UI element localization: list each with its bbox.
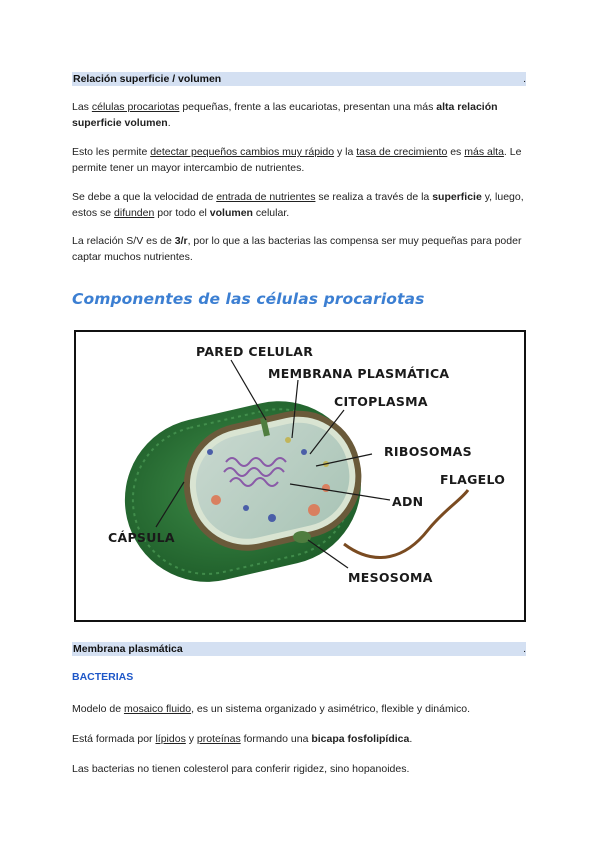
text: pequeñas, frente a las eucariotas, presentan una más [179, 101, 437, 113]
text: . [167, 117, 171, 129]
underlined-term: células procariotas [91, 101, 180, 113]
text: por todo el [154, 207, 210, 219]
text: Las [72, 101, 92, 113]
text: se realiza a través de la [315, 191, 433, 203]
text: Se debe a que la velocidad de [72, 191, 217, 203]
text: y la [334, 146, 357, 158]
label-citoplasma: CITOPLASMA [334, 394, 428, 409]
paragraph-1 [72, 99, 532, 131]
text: . Le permite tener un mayor intercambio de nutrientes. [72, 146, 522, 174]
bold-term: alta relación superficie volumen [72, 101, 498, 129]
underlined-term: detectar pequeños cambios muy rápido [150, 146, 335, 158]
label-membrana: MEMBRANA PLASMÁTICA [268, 366, 450, 381]
label-pared: PARED CELULAR [196, 344, 314, 359]
text: Las bacterias no tienen colesterol para conferir rigidez, sino hopanoides. [72, 763, 410, 775]
paragraph-7 [72, 761, 532, 777]
paragraph-6 [72, 731, 532, 747]
label-ribosomas: RIBOSOMAS [384, 444, 472, 459]
text: La relación S/V es de [72, 235, 175, 247]
label-capsula: CÁPSULA [108, 530, 175, 545]
section-dot: . [523, 73, 526, 85]
text: y, luego, estos se [72, 191, 524, 219]
section-dot: . [523, 643, 526, 655]
paragraph-5 [72, 701, 532, 717]
underlined-term: mosaico fluido [123, 703, 192, 715]
text: es [447, 146, 465, 158]
underlined-term: difunden [114, 207, 155, 219]
text: Esto les permite [72, 146, 151, 158]
label-adn: ADN [392, 494, 424, 509]
bold-term: volumen [209, 207, 253, 219]
bold-term: superficie [432, 191, 482, 203]
underlined-term: más alta [464, 146, 504, 158]
text: celular. [252, 207, 290, 219]
label-flagelo: FLAGELO [440, 472, 506, 487]
page-heading: Componentes de las células procariotas [72, 290, 425, 308]
bold-term: 3/r [174, 235, 188, 247]
paragraph-3 [72, 189, 532, 221]
text: , por lo que a las bacterias las compensa ser muy pequeñas para poder captar muchos nutrientes. [72, 235, 522, 263]
text: y [185, 733, 197, 745]
paragraph-2 [72, 144, 532, 176]
text: Está formada por [72, 733, 156, 745]
text: . [409, 733, 413, 745]
section-title: Membrana plasmática [73, 643, 183, 655]
underlined-term: proteínas [196, 733, 241, 745]
section-header-membrana [72, 642, 526, 656]
underlined-term: tasa de crecimiento [356, 146, 448, 158]
text: Modelo de [72, 703, 124, 715]
label-mesosoma: MESOSOMA [348, 570, 433, 585]
prokaryote-diagram [74, 330, 526, 622]
bold-term: bicapa fosfolipídica [311, 733, 410, 745]
diagram-svg [76, 332, 524, 620]
paragraph-4 [72, 233, 532, 265]
underlined-term: lípidos [155, 733, 186, 745]
text: formando una [240, 733, 312, 745]
section-title: Relación superficie / volumen [73, 73, 222, 85]
text: , es un sistema organizado y asimétrico, flexible y dinámico. [191, 703, 471, 715]
section-header-superficie [72, 72, 526, 86]
mesosome [293, 531, 311, 543]
underlined-term: entrada de nutrientes [216, 191, 316, 203]
bacterias-subheading: BACTERIAS [72, 671, 134, 683]
